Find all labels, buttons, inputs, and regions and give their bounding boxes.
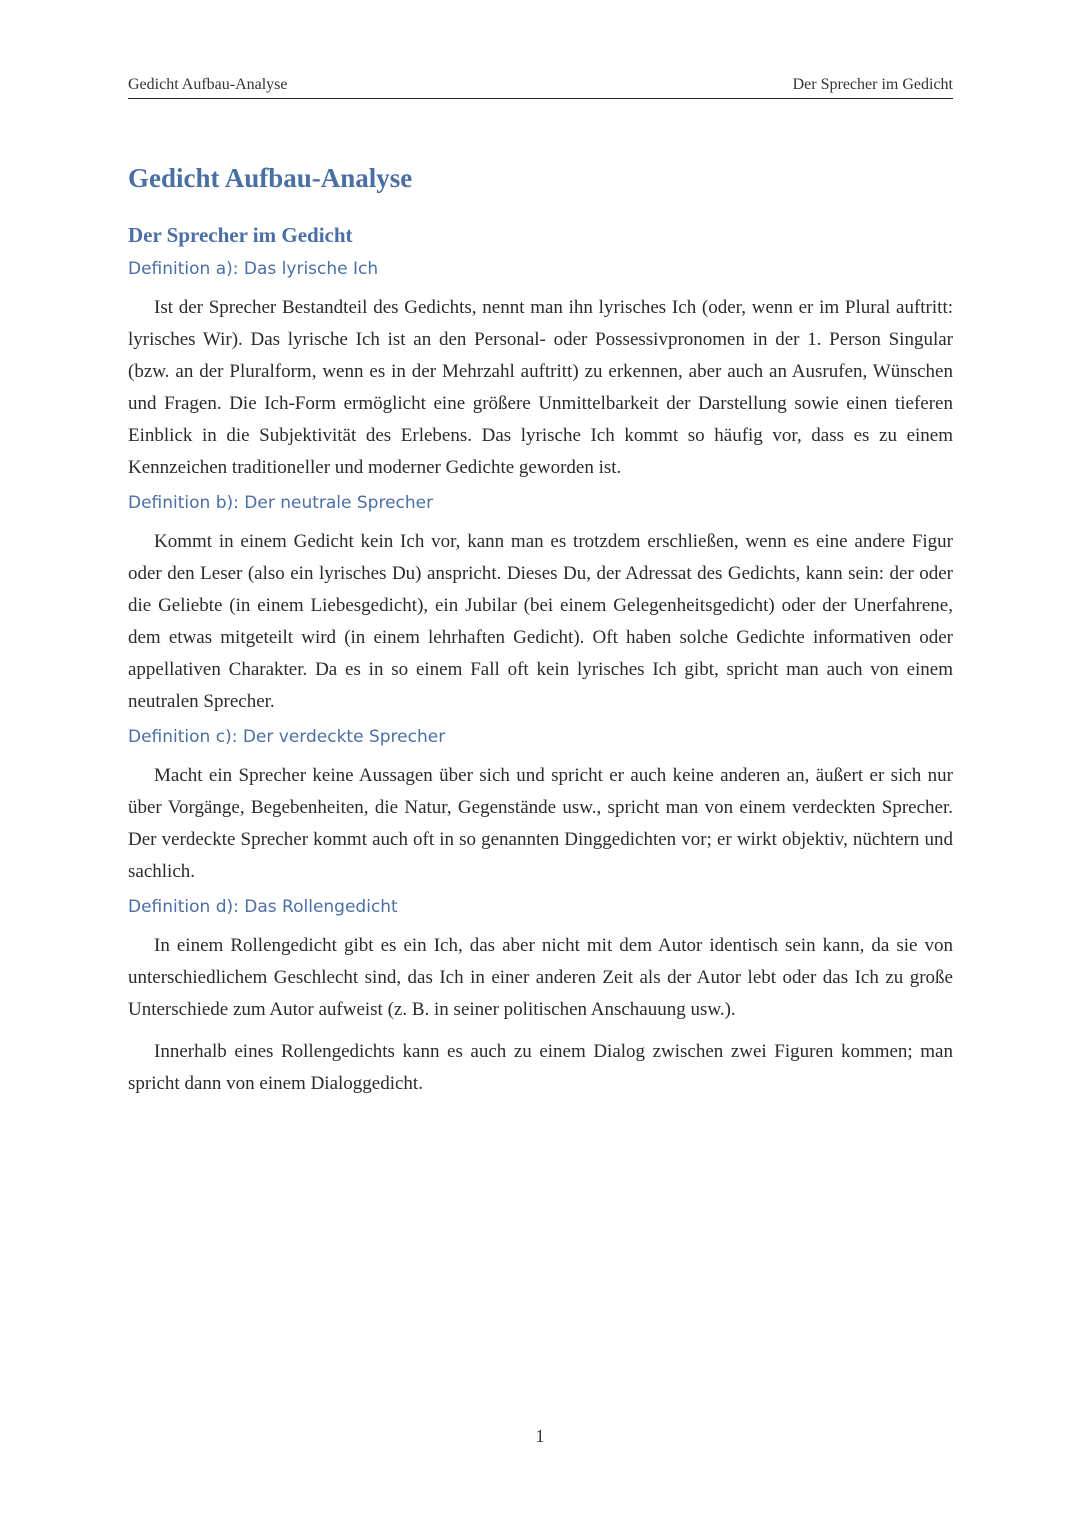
definition-d-paragraph-1: In einem Rollengedicht gibt es ein Ich, das aber nicht mit dem Autor identisch sein kann, da sie von unterschiedlichem Geschlecht sind, das Ich in einer anderen Zeit als der Autor lebt oder das Ich zu große Unterschiede zum Autor aufweist (z. B. in seiner politischen Anschauung usw.).	[128, 935, 953, 1020]
definition-b-heading: Definition b): Der neutrale Sprecher	[128, 493, 434, 513]
definition-d-heading: Definition d): Das Rollengedicht	[128, 897, 398, 917]
header-left-title: Gedicht Aufbau-Analyse	[128, 76, 288, 93]
definition-a-heading: Definition a): Das lyrische Ich	[128, 259, 379, 279]
page-number: 1	[535, 1426, 545, 1446]
definition-b-paragraph: Kommt in einem Gedicht kein Ich vor, kann man es trotzdem erschließen, wenn es eine andere Figur oder den Leser (also ein lyrisches Du) anspricht. Dieses Du, der Adressat des Gedichts, kann sein: der oder die Geliebte (in einem Liebesgedicht), ein Jubilar (bei einem Gelegenheitsgedicht) oder der Unerfahrene, dem etwas mitgeteilt wird (in einem lehrhaften Gedicht). Oft haben solche Gedichte informativen oder appellativen Charakter. Da es in so einem Fall oft kein lyrisches Ich gibt, spricht man auch von einem neutralen Sprecher.	[128, 531, 953, 712]
document-body	[128, 158, 953, 1100]
page-title: Gedicht Aufbau-Analyse	[128, 163, 413, 193]
definition-d-paragraph-2: Innerhalb eines Rollengedichts kann es auch zu einem Dialog zwischen zwei Figuren kommen; man spricht dann von einem Dialoggedicht.	[128, 1041, 953, 1094]
section-heading: Der Sprecher im Gedicht	[128, 223, 353, 247]
definition-c-paragraph: Macht ein Sprecher keine Aussagen über sich und spricht er auch keine anderen an, äußert er sich nur über Vorgänge, Begebenheiten, die Natur, Gegenstände usw., spricht man von einem verdeckten Sprecher. Der verdeckte Sprecher kommt auch oft in so genannten Dinggedichten vor; er wirkt objektiv, nüchtern und sachlich.	[128, 765, 953, 882]
page-header	[128, 74, 953, 99]
definition-a-paragraph: Ist der Sprecher Bestandteil des Gedichts, nennt man ihn lyrisches Ich (oder, wenn er im Plural auftritt: lyrisches Wir). Das lyrische Ich ist an den Personal- oder Possessivpronomen in der 1. Person Singular (bzw. an der Pluralform, wenn es in der Mehrzahl auftritt) zu erkennen, aber auch an Ausrufen, Wünschen und Fragen. Die Ich-Form ermöglicht eine größere Unmittelbarkeit der Darstellung sowie einen tieferen Einblick in die Subjektivität des Erlebens. Das lyrische Ich kommt so häufig vor, dass es zu einem Kennzeichen traditioneller und moderner Gedichte geworden ist.	[128, 297, 953, 478]
definition-c-heading: Definition c): Der verdeckte Sprecher	[128, 727, 446, 747]
header-right-title: Der Sprecher im Gedicht	[792, 76, 953, 93]
